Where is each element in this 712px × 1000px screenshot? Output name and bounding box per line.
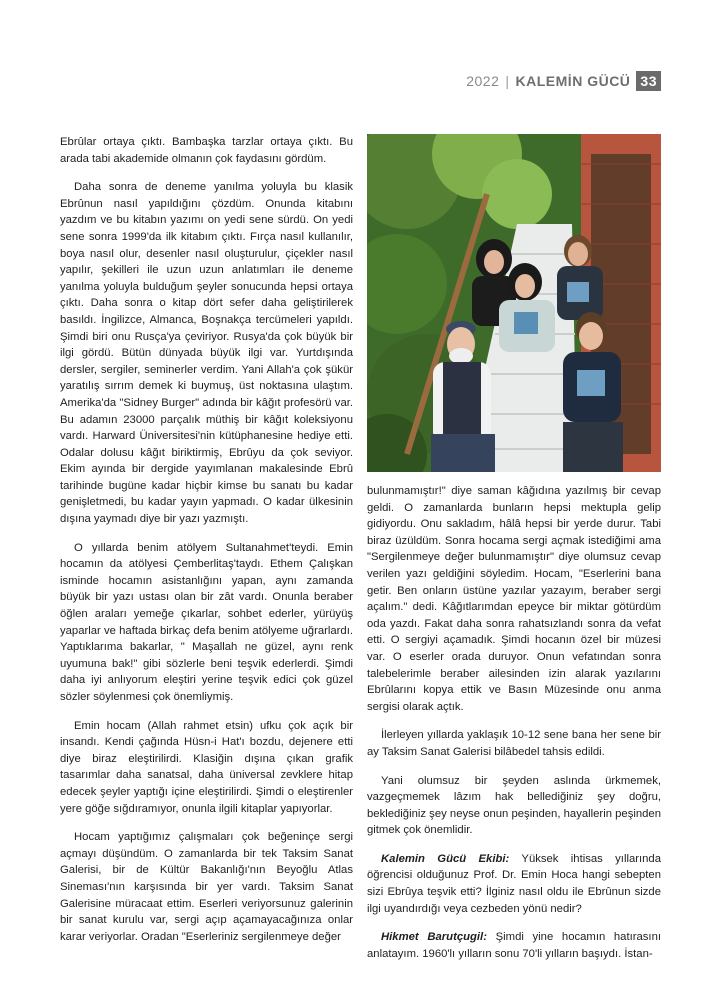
photo-illustration xyxy=(367,134,661,472)
answer-paragraph xyxy=(367,929,661,962)
header-magazine-title: KALEMİN GÜCÜ xyxy=(515,73,631,89)
question-paragraph xyxy=(367,851,661,917)
question-text: Yüksek ihtisas yıllarında öğrencisi olduğunuz Prof. Dr. Emin Hoca hangi sebepten sizi Ebrûya teşvik etti? İlginiz nasıl oldu ile Ebrûnun sizde ilgi uyandırdığı veya cezbeden yönü nedir? xyxy=(367,852,661,915)
right-text-column xyxy=(367,483,661,974)
paragraph: Yani olumsuz bir şeyden aslında ürkmemek, vazgeçmemek lâzım hak bellediğiniz şey doğru, beklediğiniz şey neyse onun peşinden, hayallerin peşinden gitmek çok önemlidir. xyxy=(367,774,661,837)
page-header xyxy=(466,71,661,91)
left-text-column xyxy=(60,134,353,957)
paragraph: O yıllarda benim atölyem Sultanahmet'teydi. Emin hocamın da atölyesi Çemberlitaş'taydı. Ethem Çalışkan isminde hocamın asistanlığını yapan, aynı zamanda büyük bir yazı ustası olan bir zât vardı. Onunla beraber öğlen araları yemeğe çıkarlar, sohbet ederler, yürüyüş yaparlar ve haftada birkaç defa benim atölyeme uğrarlardı. Yaptıklarıma bakarlar, " Maşallah ne güzel, aynı renk uyumuna bak!" gibi sözlerle beni teşvik ederlerdi. Şimdi daha iyi anlıyorum eleştiri yerine teşvik edici çok güzel sözler söylenmesi çok önemliymiş. xyxy=(60,541,353,703)
paragraph: Hocam yaptığımız çalışmaları çok beğeninçe sergi açmayı düşündüm. O zamanlarda bir tek Taksim Sanat Galerisi, bir de Kültür Bakanlığı'nın Beyoğlu Atlas Sineması'nın karşısında bir yer vardı. Taksim Sanat Galerisine müracaat ettim. Eserleri veriyorsunuz galerinin bir sanat kurulu var, sergi açıp açamayacağınıza onlar karar veriyorlar. Oradan "Eserleriniz sergilenmeye değer xyxy=(60,831,353,943)
paragraph: Daha sonra de deneme yanılma yoluyla bu klasik Ebrûnun nasıl yapıldığını çözdüm. Onunda kitabını yazdım ve bu kitabın yazımı on yedi sene sürdü. On yedi sene sonra 1999'da ilk kitabım çıktı. Fırça nasıl kullanılır, boya nasıl olur, desenler nasıl oluşturulur, çiçekler nasıl yapılır, şekilleri ile uzun uzun anlatımları ile deneme yanılma yoluyla bulduğum şeyler sonucunda hepsi ortaya çıktı. Daha sonra o kitap dört sefer daha geliştirilerek basıldı. İngilizce, Almanca, Boşnakça tercümeleri yapıldı. Şimdi biri onu Rusça'ya çeviriyor. Rusya'da çok büyük bir ilgi gördü. Bütün dünyada büyük ilgi var. Yurtdışında dersler, sergiler, seminerler verdim. Yani Allah'a çok şükür yaratılış sırrım demek ki buymuş, üst noktasına ulaştım. Amerika'da "Sidney Burger" adında bir kâğıt profesörü var. Bu adamın 23000 parçalık müthiş bir kâğıt koleksiyonu vardı. Harward Üniversitesi'nin kütüphanesine hediye etti. Odalar dolusu kâğıt biriktirmiş, Ebrûyu da çok seviyor. Ekim ayında bir dergide yayımlanan makalesinde Ebrû tarihinde bugüne kadar hiçbir kimse bu sanatı bu kadar genişletmedi, bu kadar yayın yapmadı. O kadar ülkesinin dışına yaymadı diye bir yazı yazmıştı. xyxy=(60,181,353,526)
group-photo xyxy=(367,134,661,472)
answer-text: Şimdi yine hocamın hatırasını anlatayım. 1960'lı yılların sonu 70'li yılların başıydı. İstan- xyxy=(367,931,661,960)
interviewer-label: Kalemin Gücü Ekibi: xyxy=(381,852,510,865)
paragraph: Ebrûlar ortaya çıktı. Bambaşka tarzlar ortaya çıktı. Bu arada tabi akademide olmanın çok faydasını gördüm. xyxy=(60,136,353,165)
header-year: 2022 xyxy=(466,73,500,89)
paragraph: bulunmamıştır!" diye saman kâğıdına yazılmış bir cevap geldi. O zamanlarda bunların hepsi mektupla gelip gidiyordu. Onu sakladım, hâlâ hepsi bir yerde durur. Tabi biraz üzüldüm. Sonra hocama sergi açmak istediğimi ama "Sergilenmeye değer bulunmamıştır" diye olumsuz cevap verilen yazı geldiğini söyledim. Hocam, "Eserlerini bana getir. Ben onların üstüne yazılar yazayım, beraber sergi açalım." dedi. Kâğıtlarımdan epeyce bir miktar götürdüm oda yazdı. Fakat daha sonra rahatsızlandı sonra da vefat etti. O sergiyi açamadık. Şimdi hocanın özel bir müzesi var. O eserler orada duruyor. Onun vefatından sonra talebelerimle beraber ailesinden izin alarak yazılarını Ebrûlarını kopya ettik ve Basın Müzesinde onu anma sergisi olarak açtık. xyxy=(367,485,661,713)
paragraph: Emin hocam (Allah rahmet etsin) ufku çok açık bir insandı. Kendi çağında Hüsn-i Hat'ı bozdu, dejenere etti diye biraz eleştirilirdi. Klasiğin dışına çıkan grafik tasarımlar daha sanatsal, daha üniversal zevklere hitap edecek şeyler yaptığı içine eleştirilirdi. Şimdi o eleştirenler yere göğe sığdıramıyor, onunla ilgili kitaplar yapıyorlar. xyxy=(60,719,353,815)
header-separator: | xyxy=(505,73,510,89)
page-number: 33 xyxy=(636,71,661,91)
paragraph: İlerleyen yıllarda yaklaşık 10-12 sene bana her sene bir ay Taksim Sanat Galerisi bilâbedel tahsis edildi. xyxy=(367,729,661,758)
interviewee-label: Hikmet Barutçugil: xyxy=(381,931,487,944)
